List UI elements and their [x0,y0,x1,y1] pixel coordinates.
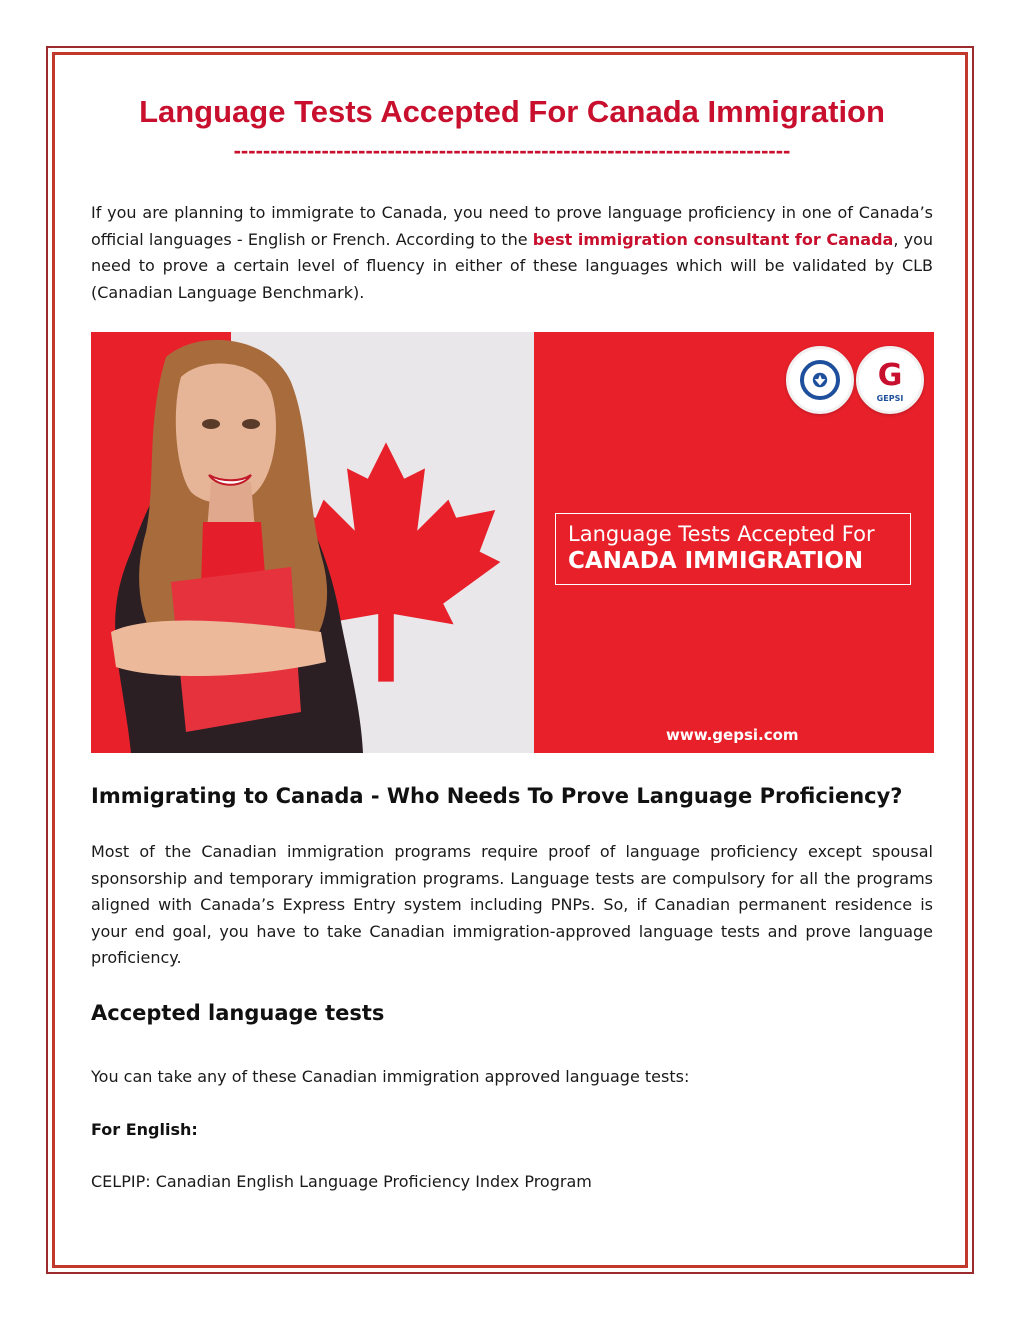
test-item-celpip: CELPIP: Canadian English Language Proficiency Index Program [91,1172,592,1191]
banner-image [91,332,934,753]
banner-heading-line1: Language Tests Accepted For [568,522,875,546]
accepted-tests-intro: You can take any of these Canadian immigration approved language tests: [91,1067,690,1086]
banner-heading-line2: CANADA IMMIGRATION [568,548,864,574]
gepsi-logo-text: GEPSI [876,394,904,403]
intro-paragraph [91,200,933,306]
gepsi-logo [856,346,924,414]
gepsi-g-icon: G [877,358,903,393]
title-rule: ---------------------------------------------------------------------------- [233,138,791,163]
for-english-subheading: For English: [91,1120,198,1139]
consultant-link[interactable]: best immigration consultant for Canada [532,229,894,249]
immigration-council-badge [786,346,854,414]
intro-text-after: , you need to prove a certain level of fluency in either of these languages which will be validated by CLB (Canadian Language Benchmark). [91,229,934,302]
section-heading-who-needs: Immigrating to Canada - Who Needs To Prove Language Proficiency? [91,784,903,808]
woman-photo [91,332,391,753]
banner-title-box [555,513,911,585]
page-title: Language Tests Accepted For Canada Immigration [139,94,885,129]
intro-text-before: If you are planning to immigrate to Canada, you need to prove language proficiency in one of Canada’s official languages - English or French. According to the [91,203,933,249]
banner-website: www.gepsi.com [666,726,799,744]
council-seal-icon [800,360,840,400]
section-heading-accepted-tests: Accepted language tests [91,1001,385,1025]
section-body-who-needs: Most of the Canadian immigration programs require proof of language proficiency except spousal sponsorship and temporary immigration programs. Language tests are compulsory for all the programs aligned with Canada’s Express Entry system including PNPs. So, if Canadian permanent residence is your end goal, you have to take Canadian immigration-approved language tests and prove language proficiency. [91,842,933,967]
